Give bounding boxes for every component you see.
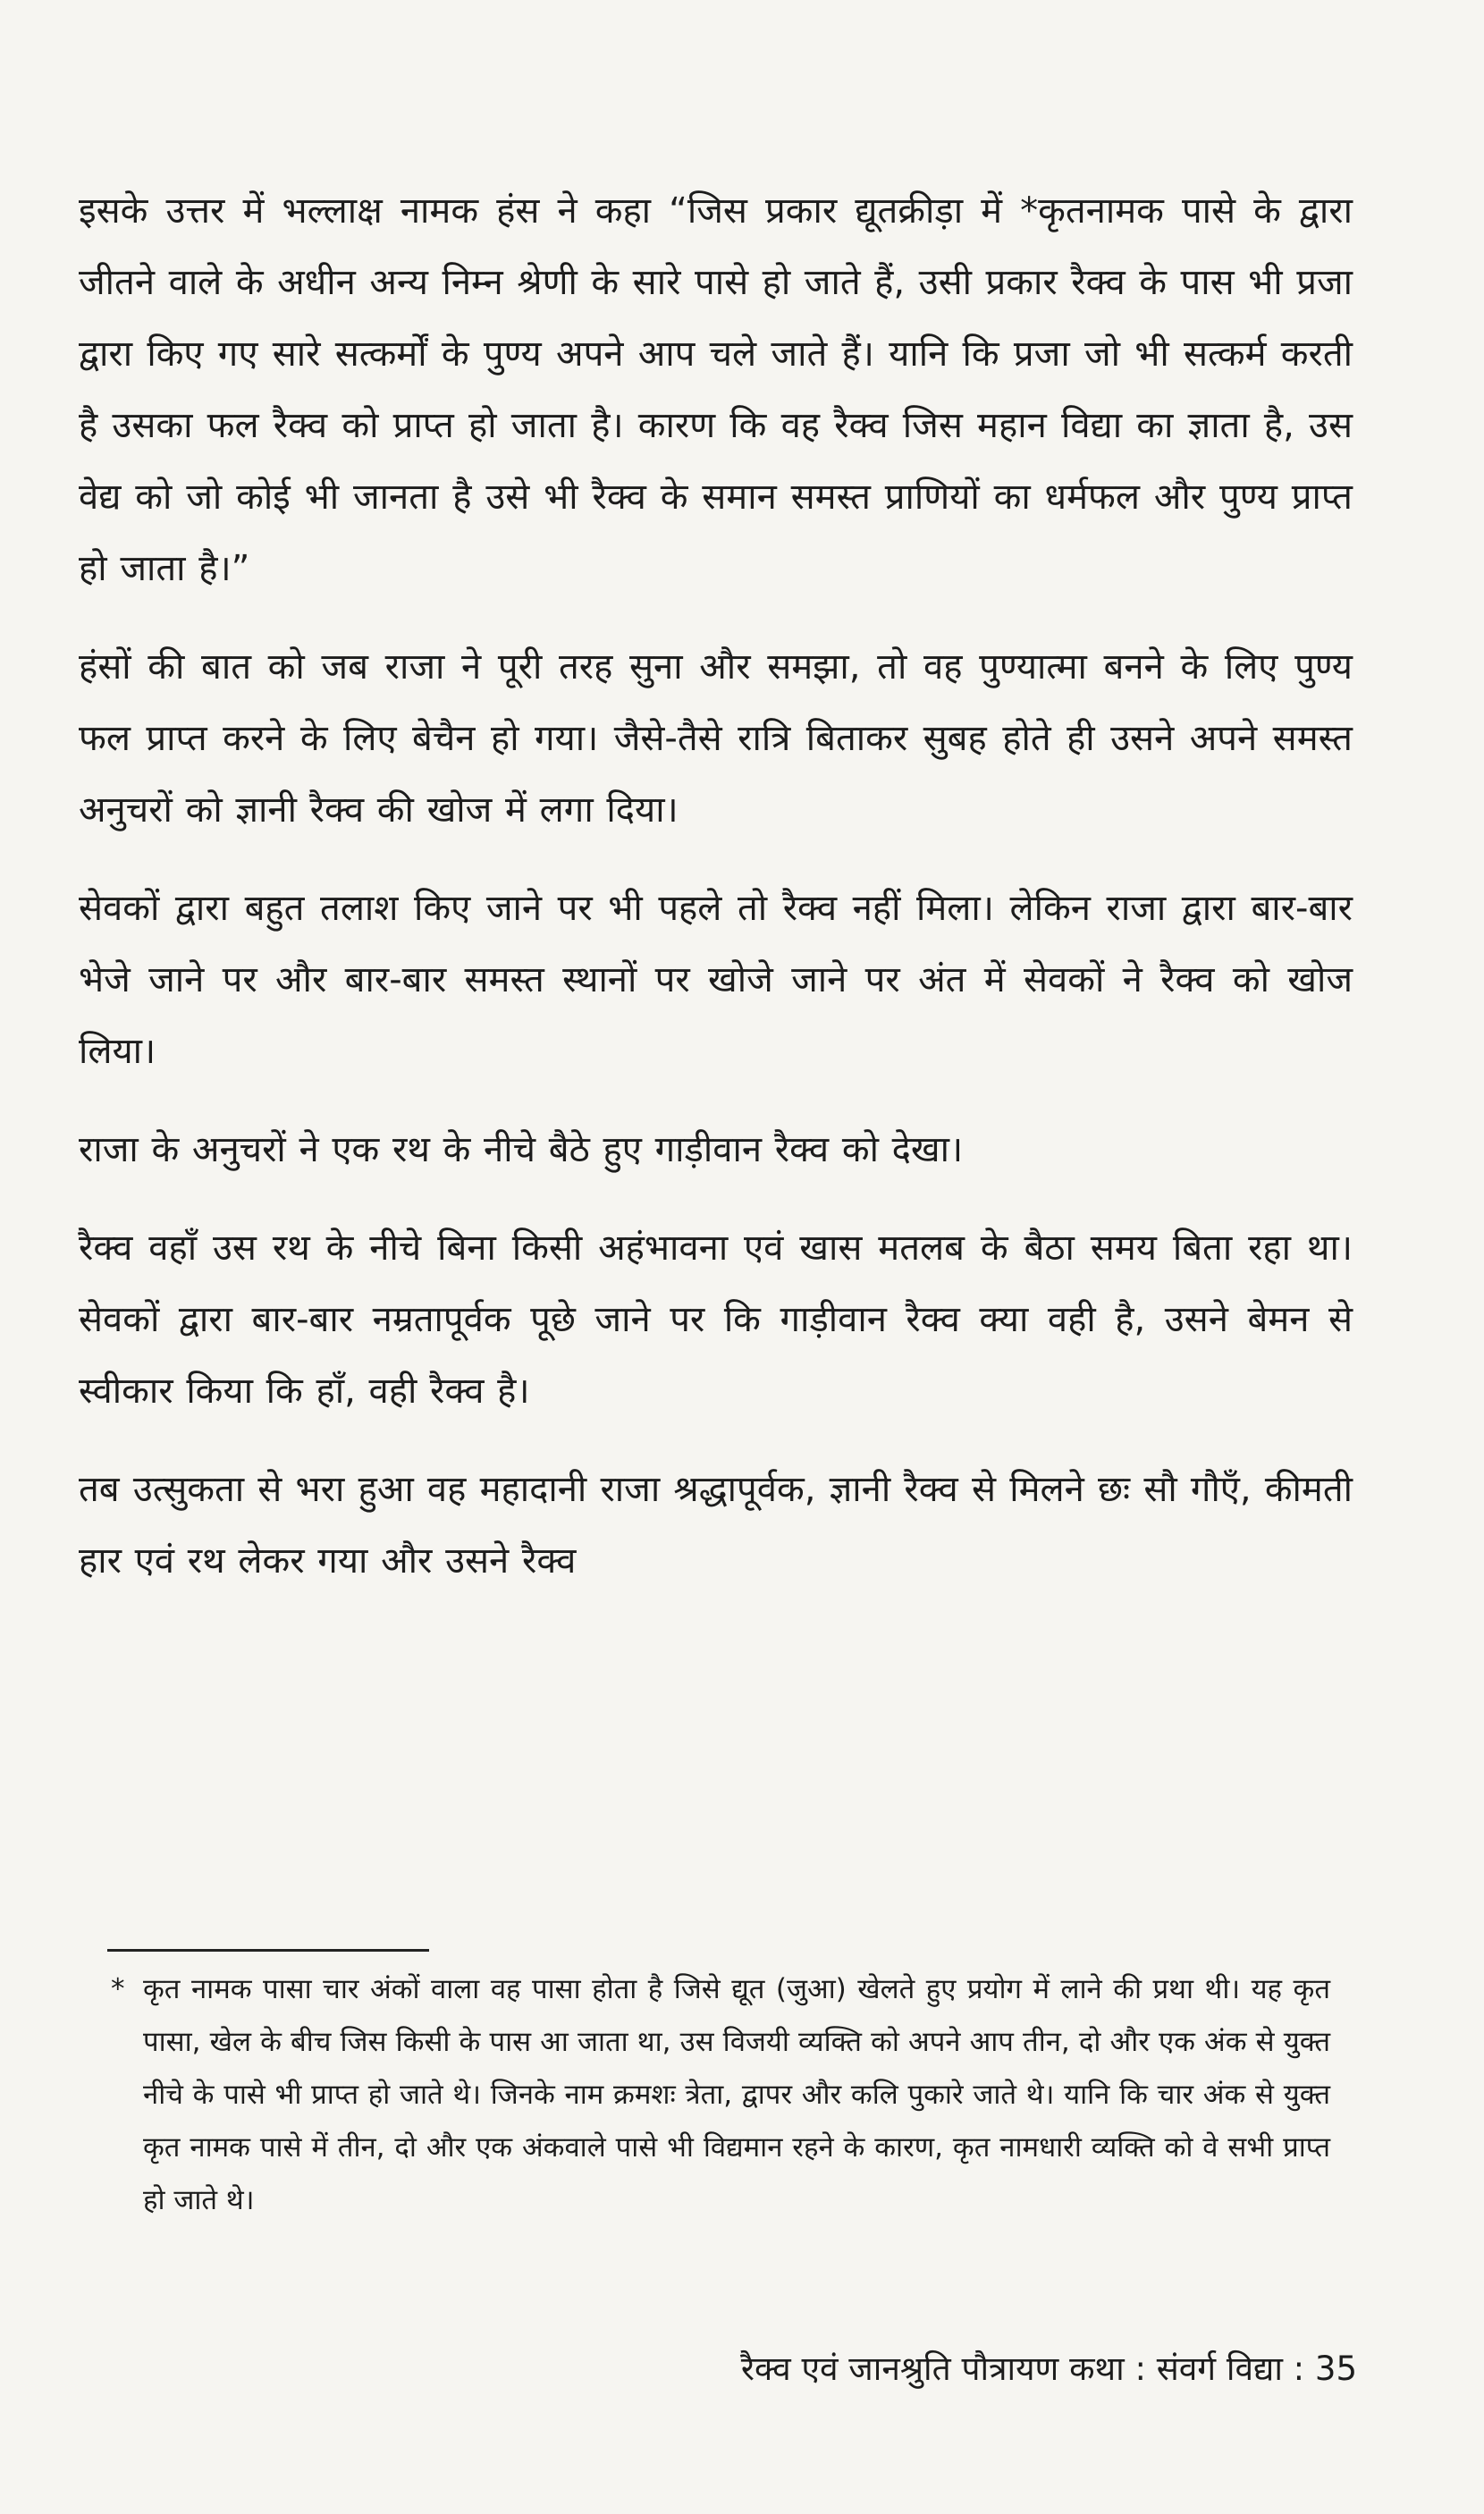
footnote-marker: * [111, 1973, 125, 2005]
paragraph-3: सेवकों द्वारा बहुत तलाश किए जाने पर भी पहले तो रैक्व नहीं मिला। लेकिन राजा द्वारा बार-बार भेजे जाने पर और बार-बार समस्त स्थानों पर खोजे जाने पर अंत में सेवकों ने रैक्व को खोज लिया। [79, 888, 1353, 1072]
main-text [79, 175, 1353, 1624]
paragraph-4: राजा के अनुचरों ने एक रथ के नीचे बैठे हुए गाड़ीवान रैक्व को देखा। [79, 1129, 964, 1170]
paragraph-6: तब उत्सुकता से भरा हुआ वह महादानी राजा श्रद्धापूर्वक, ज्ञानी रैक्व से मिलने छः सौ गौएँ, कीमती हार एवं रथ लेकर गया और उसने रैक्व [79, 1469, 1353, 1582]
footnote-text: कृत नामक पासा चार अंकों वाला वह पासा होता है जिसे द्यूत (जुआ) खेलते हुए प्रयोग में लाने की प्रथा थी। यह कृत पासा, खेल के बीच जिस किसी के पास आ जाता था, उस विजयी व्यक्ति को अपने आप तीन, दो और एक अंक से युक्त नीचे के पासे भी प्राप्त हो जाते थे। जिनके नाम क्रमशः त्रेता, द्वापर और कलि पुकारे जाते थे। यानि कि चार अंक से युक्त कृत नामक पासे में तीन, दो और एक अंकवाले पासे भी विद्यमान रहने के कारण, कृत नामधारी व्यक्ति को वे सभी प्राप्त हो जाते थे। [143, 1973, 1330, 2216]
footnote-divider [107, 1949, 429, 1952]
paragraph-1: इसके उत्तर में भल्लाक्ष नामक हंस ने कहा “जिस प्रकार द्यूतक्रीड़ा में *कृतनामक पासे के द्वारा जीतने वाले के अधीन अन्य निम्न श्रेणी के सारे पासे हो जाते हैं, उसी प्रकार रैक्व के पास भी प्रजा द्वारा किए गए सारे सत्कर्मों के पुण्य अपने आप चले जाते हैं। यानि कि प्रजा जो भी सत्कर्म करती है उसका फल रैक्व को प्राप्त हो जाता है। कारण कि वह रैक्व जिस महान विद्या का ज्ञाता है, उस वेद्य को जो कोई भी जानता है उसे भी रैक्व के समान समस्त प्राणियों का धर्मफल और पुण्य प्राप्त हो जाता है।” [79, 190, 1353, 589]
running-footer: रैक्व एवं जानश्रुति पौत्रायण कथा : संवर्ग विद्या : 35 [740, 2349, 1357, 2388]
paragraph-2: हंसों की बात को जब राजा ने पूरी तरह सुना और समझा, तो वह पुण्यात्मा बनने के लिए पुण्य फल प्राप्त करने के लिए बेचैन हो गया। जैसे-तैसे रात्रि बिताकर सुबह होते ही उसने अपने समस्त अनुचरों को ज्ञानी रैक्व की खोज में लगा दिया। [79, 646, 1353, 831]
paragraph-5: रैक्व वहाँ उस रथ के नीचे बिना किसी अहंभावना एवं खास मतलब के बैठा समय बिता रहा था। सेवकों द्वारा बार-बार नम्रतापूर्वक पूछे जाने पर कि गाड़ीवान रैक्व क्या वही है, उसने बेमन से स्वीकार किया कि हाँ, वही रैक्व है। [79, 1227, 1353, 1412]
footnote [79, 1963, 1330, 2227]
